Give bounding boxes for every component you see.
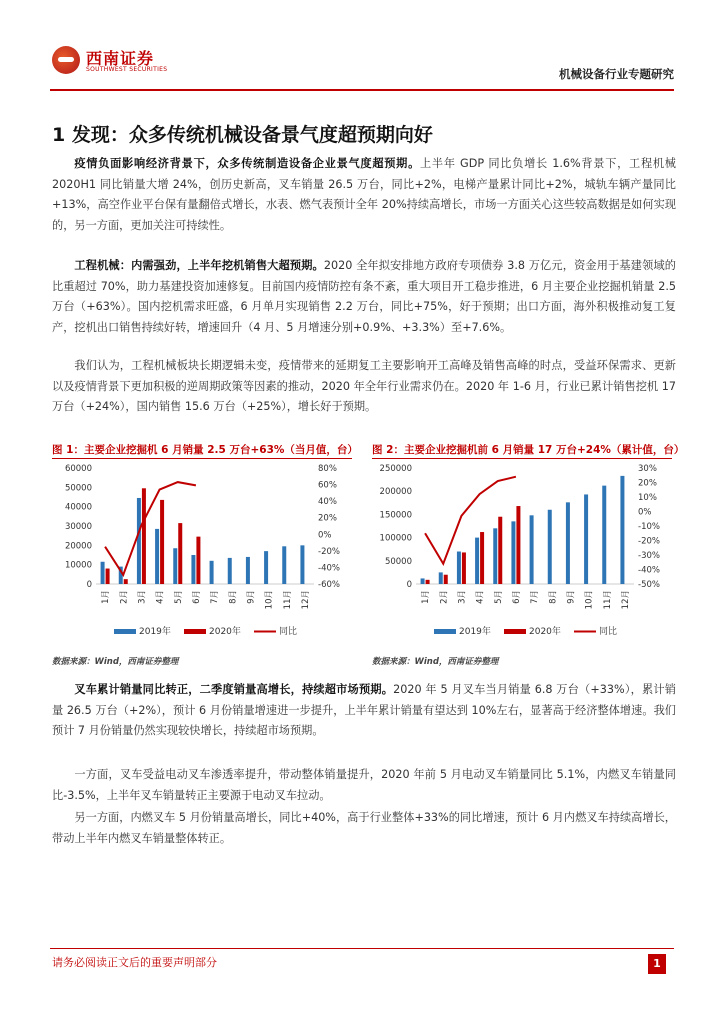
bar-2019 [300, 545, 304, 584]
bar-2019 [191, 555, 195, 584]
bar-2019 [210, 561, 214, 584]
paragraph-4 [52, 680, 676, 742]
legend-swatch [114, 629, 136, 634]
paragraph-4-lead: 叉车累计销量同比转正，二季度销量高增长，持续超市场预期。 [74, 683, 394, 696]
y-left-tick-label: 50000 [384, 556, 412, 567]
bar-2019 [155, 529, 159, 584]
bar-2019 [264, 551, 268, 584]
header-divider [50, 89, 674, 91]
paragraph-1-lead: 疫情负面影响经济背景下，众多传统制造设备企业景气度超预期。 [74, 157, 420, 170]
bar-2019 [137, 498, 141, 584]
legend-label: 2020年 [529, 627, 561, 637]
figure-1-rule [52, 458, 352, 459]
logo-en-text: SOUTHWEST SECURITIES [86, 66, 168, 73]
x-tick-label: 5月 [493, 590, 504, 604]
paragraph-5-body: 一方面，叉车受益电动叉车渗透率提升，带动整体销量提升，2020 年前 5 月电动叉车销量同比 5.1%，内燃叉车销量同比-3.5%，上半年叉车销量转正主要源于电动叉车拉动。 [52, 768, 676, 802]
paragraph-1 [52, 154, 676, 236]
x-tick-label: 1月 [421, 590, 432, 604]
y-right-tick-label: -40% [638, 565, 660, 576]
bar-2020 [516, 506, 520, 584]
bar-2020 [498, 517, 502, 584]
legend-label: 2019年 [139, 627, 171, 637]
x-tick-label: 12月 [300, 590, 311, 610]
x-tick-label: 5月 [173, 590, 184, 604]
bar-2020 [142, 488, 146, 584]
bar-2019 [228, 558, 232, 584]
paragraph-2-lead: 工程机械：内需强劲，上半年挖机销售大超预期。 [74, 259, 324, 272]
bar-2019 [173, 548, 177, 584]
x-tick-label: 4月 [155, 590, 166, 604]
legend-swatch [184, 629, 206, 634]
report-title: 机械设备行业专题研究 [559, 67, 674, 81]
y-left-tick-label: 200000 [379, 487, 412, 498]
x-tick-label: 9月 [246, 590, 257, 604]
bar-2019 [511, 521, 515, 584]
x-tick-label: 8月 [228, 590, 239, 604]
x-tick-label: 11月 [282, 590, 293, 610]
bar-2020 [178, 523, 182, 584]
y-left-tick-label: 0 [86, 580, 92, 590]
bar-2020 [160, 500, 164, 584]
bar-2020 [196, 537, 200, 584]
figure-1-title: 图 1：主要企业挖掘机 6 月销量 2.5 万台+63%（当月值，台） [52, 444, 358, 456]
y-right-tick-label: -50% [638, 580, 660, 590]
bar-2020 [480, 532, 484, 584]
x-tick-label: 11月 [602, 590, 613, 610]
x-tick-label: 2月 [119, 590, 130, 604]
y-right-tick-label: -20% [638, 536, 660, 547]
x-tick-label: 3月 [137, 590, 148, 604]
bar-2020 [444, 575, 448, 584]
bar-2019 [439, 572, 443, 584]
figure-2-rule [372, 458, 672, 459]
paragraph-2 [52, 256, 676, 338]
x-tick-label: 6月 [511, 590, 522, 604]
page-number: 1 [648, 954, 666, 974]
series-line-yoy [105, 482, 196, 575]
bar-2020 [124, 579, 128, 584]
bar-2019 [602, 486, 606, 584]
paragraph-4-body: 2020 年 5 月叉车当月销量 6.8 万台（+33%），累计销量 26.5 万台（+2%），预计 6 月份销量增速进一步提升，上半年累计销量有望达到 10%左右，显著高于经济整体增速。我们预计 7 月份销量仍然实现较快增长，持续超市场预期。 [52, 683, 676, 737]
y-right-tick-label: 60% [318, 480, 337, 491]
y-left-tick-label: 100000 [379, 533, 412, 544]
section-title: 1 发现：众多传统机械设备景气度超预期向好 [52, 124, 433, 146]
y-right-tick-label: 30% [638, 464, 657, 474]
x-tick-label: 12月 [620, 590, 631, 610]
bar-2019 [475, 538, 479, 584]
x-tick-label: 10月 [264, 590, 275, 610]
figure-2-title: 图 2：主要企业挖掘机前 6 月销量 17 万台+24%（累计值，台） [372, 444, 685, 456]
legend-swatch [434, 629, 456, 634]
bar-2020 [106, 569, 110, 584]
bar-2020 [462, 552, 466, 584]
paragraph-5 [52, 765, 676, 806]
y-right-tick-label: 0% [318, 530, 332, 541]
paragraph-3-body: 我们认为，工程机械板块长期逻辑未变，疫情带来的延期复工主要影响开工高峰及销售高峰的时点，受益环保需求、更新以及疫情背景下更加积极的逆周期政策等因素的推动，2020 年全年行业需求仍在。2020 年 1-6 月，行业已累计销售挖机 17 万台（+24%），国内销售 15.6 万台（+25%），增长好于预期。 [52, 359, 676, 413]
paragraph-6 [52, 808, 676, 849]
y-left-tick-label: 50000 [64, 483, 92, 494]
paragraph-6-body: 另一方面，内燃叉车 5 月份销量高增长，同比+40%，高于行业整体+33%的同比增速，预计 6 月内燃叉车持续高增长，带动上半年内燃叉车销量整体转正。 [52, 811, 676, 845]
y-left-tick-label: 40000 [64, 502, 92, 513]
bar-2019 [246, 557, 250, 584]
series-line-yoy [425, 477, 516, 564]
y-left-tick-label: 60000 [64, 464, 92, 474]
x-tick-label: 9月 [566, 590, 577, 604]
y-left-tick-label: 30000 [64, 522, 92, 532]
bar-2019 [584, 494, 588, 584]
logo-cn-text: 西南证券 [86, 49, 155, 68]
bar-2019 [493, 528, 497, 584]
x-tick-label: 7月 [210, 590, 221, 604]
y-right-tick-label: -60% [318, 580, 340, 590]
x-tick-label: 3月 [457, 590, 468, 604]
bar-2019 [282, 546, 286, 584]
y-right-tick-label: -20% [318, 546, 340, 557]
bar-2019 [566, 502, 570, 584]
y-right-tick-label: 20% [318, 513, 337, 524]
y-left-tick-label: 10000 [64, 560, 92, 571]
bar-2019 [421, 578, 425, 584]
y-right-tick-label: 80% [318, 464, 337, 474]
y-right-tick-label: -10% [638, 522, 660, 532]
legend-label: 同比 [599, 627, 618, 637]
x-tick-label: 10月 [584, 590, 595, 610]
y-left-tick-label: 20000 [64, 541, 92, 552]
y-left-tick-label: 250000 [379, 464, 412, 474]
paragraph-2-body: 2020 全年拟安排地方政府专项债券 3.8 万亿元，资金用于基建领域的比重超过 70%，助力基建投资加速修复。目前国内疫情防控有条不紊，重大项目开工稳步推进，6 月主要企业挖掘机销量 2.5 万台（+63%）。国内挖机需求旺盛，6 月单月实现销售 2.2 万台，同比+75%，好于预期；出口方面，海外积极推动复工复产，挖机出口销售持续好转，增速回升（4 月、5 月增速分别+0.9%、+3.3%）至+7.6%。 [52, 259, 676, 334]
legend-swatch [504, 629, 526, 634]
y-right-tick-label: -30% [638, 551, 660, 561]
legend-label: 同比 [279, 627, 298, 637]
y-right-tick-label: 20% [638, 478, 657, 489]
paragraph-1-body: 上半年 GDP 同比负增长 1.6%背景下，工程机械 2020H1 同比销量大增 24%，创历史新高，叉车销量 26.5 万台，同比+2%，电梯产量累计同比+2%，城轨车辆产量同比+13%，高空作业平台保有量翻倍式增长，水表、燃气表预计全年 20%持续高增长，市场一方面关心这些较高数据是如何实现的，另一方面，更加关注可持续性。 [52, 157, 676, 232]
x-tick-label: 7月 [530, 590, 541, 604]
paragraph-3 [52, 356, 676, 418]
bar-2019 [101, 562, 105, 584]
y-left-tick-label: 0 [406, 580, 412, 590]
figure-1-chart [52, 462, 352, 652]
y-right-tick-label: 0% [638, 507, 652, 518]
legend-label: 2019年 [459, 627, 491, 637]
x-tick-label: 4月 [475, 590, 486, 604]
y-left-tick-label: 150000 [379, 510, 412, 521]
x-tick-label: 6月 [191, 590, 202, 604]
company-logo-icon [52, 46, 80, 74]
y-right-tick-label: 40% [318, 497, 337, 508]
x-tick-label: 8月 [548, 590, 559, 604]
figure-2-chart [372, 462, 672, 652]
y-right-tick-label: 10% [638, 493, 657, 503]
figure-2-source: 数据来源：Wind，西南证券整理 [372, 657, 499, 667]
legend-label: 2020年 [209, 627, 241, 637]
footer-disclaimer: 请务必阅读正文后的重要声明部分 [52, 956, 217, 969]
footer-divider [50, 948, 674, 949]
y-right-tick-label: -40% [318, 563, 340, 574]
bar-2019 [457, 552, 461, 584]
bar-2019 [530, 515, 534, 584]
bar-2019 [548, 510, 552, 584]
x-tick-label: 1月 [101, 590, 112, 604]
figure-1-source: 数据来源：Wind，西南证券整理 [52, 657, 179, 667]
bar-2019 [620, 476, 624, 584]
bar-2020 [426, 580, 430, 584]
x-tick-label: 2月 [439, 590, 450, 604]
